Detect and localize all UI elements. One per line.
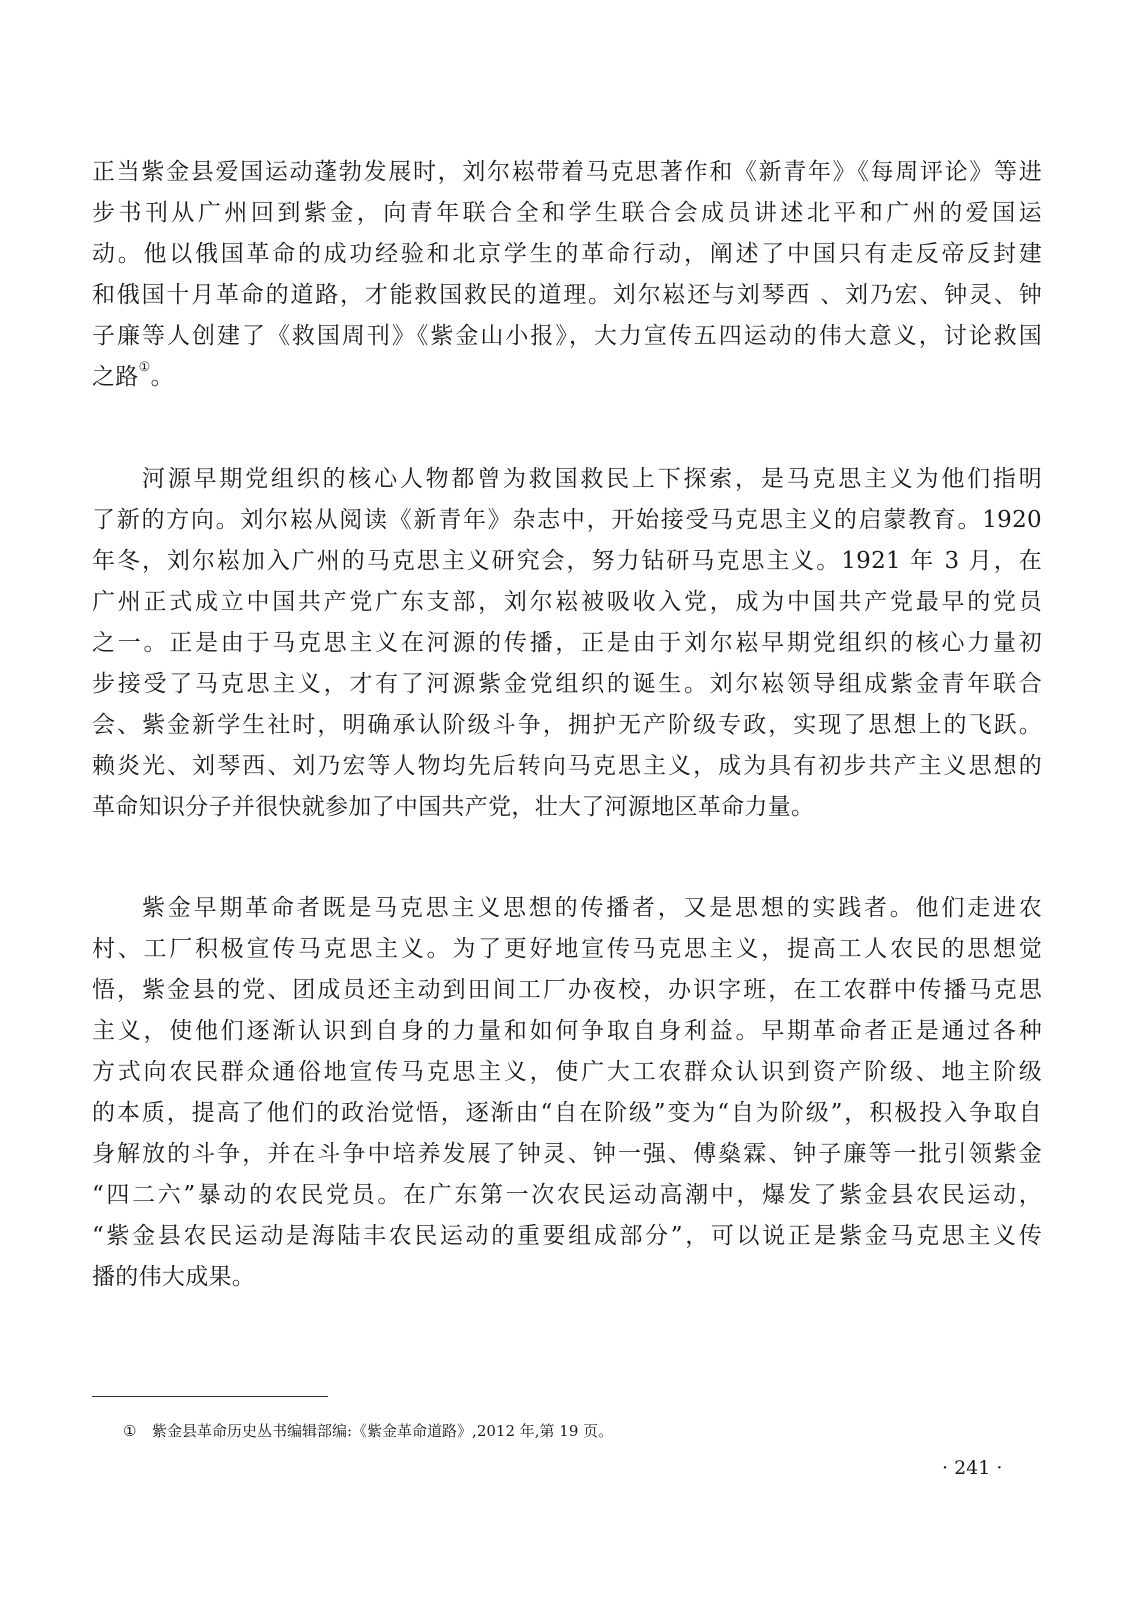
text-line: 广州正式成立中国共产党广东支部，刘尔崧被吸收入党，成为中国共产党最早的党员 xyxy=(92,589,1042,615)
text-line: 悟，紫金县的党、团成员还主动到田间工厂办夜校，办识字班，在工农群中传播马克思 xyxy=(92,977,1042,1003)
text-line: 河源早期党组织的核心人物都曾为救国救民上下探索，是马克思主义为他们指明 xyxy=(142,466,1042,492)
page-number: · 241 · xyxy=(942,1457,1003,1479)
text-line: 的本质，提高了他们的政治觉悟，逐渐由“自在阶级”变为“自为阶级”，积极投入争取自 xyxy=(92,1100,1042,1126)
footnote-reference[interactable]: ① xyxy=(138,360,151,375)
text-line: 动。他以俄国革命的成功经验和北京学生的革命行动，阐述了中国只有走反帝反封建 xyxy=(92,241,1042,267)
text-line: 身解放的斗争，并在斗争中培养发展了钟灵、钟一强、傅燊霖、钟子廉等一批引领紫金 xyxy=(92,1141,1042,1167)
text-line: 革命知识分子并很快就参加了中国共产党，壮大了河源地区革命力量。 xyxy=(92,794,815,820)
text-line: 步书刊从广州回到紫金，向青年联合全和学生联合会成员讲述北平和广州的爱国运 xyxy=(92,200,1042,226)
text-line: 和俄国十月革命的道路，才能救国救民的道理。刘尔崧还与刘琴西 、刘乃宏、钟灵、钟 xyxy=(92,282,1042,308)
text-line: 村、工厂积极宣传马克思主义。为了更好地宣传马克思主义，提高工人农民的思想觉 xyxy=(92,936,1042,962)
footnote-text: 紫金县革命历史丛书编辑部编:《紫金革命道路》,2012 年,第 19 页。 xyxy=(152,1422,614,1440)
paragraph-1 xyxy=(92,152,1042,398)
text-line: 播的伟大成果。 xyxy=(92,1264,256,1290)
footnote-marker: ① xyxy=(123,1422,137,1440)
text-line: “四二六”暴动的农民党员。在广东第一次农民运动高潮中，爆发了紫金县农民运动， xyxy=(92,1182,1042,1208)
text-line: “紫金县农民运动是海陆丰农民运动的重要组成部分”，可以说正是紫金马克思主义传 xyxy=(92,1223,1042,1249)
text-line: 了新的方向。刘尔崧从阅读《新青年》杂志中，开始接受马克思主义的启蒙教育。1920 xyxy=(92,507,1042,533)
text-line: 会、紫金新学生社时，明确承认阶级斗争，拥护无产阶级专政，实现了思想上的飞跃。 xyxy=(92,712,1042,738)
text-line: 方式向农民群众通俗地宣传马克思主义，使广大工农群众认识到资产阶级、地主阶级 xyxy=(92,1059,1042,1085)
text-fragment: 之路 xyxy=(92,364,139,390)
text-line xyxy=(92,357,1042,398)
text-line: 步接受了马克思主义，才有了河源紫金党组织的诞生。刘尔崧领导组成紫金青年联合 xyxy=(92,671,1042,697)
text-line: 年冬，刘尔崧加入广州的马克思主义研究会，努力钻研马克思主义。1921 年 3 月，在 xyxy=(92,548,1042,574)
text-line: 主义，使他们逐渐认识到自身的力量和如何争取自身利益。早期革命者正是通过各种 xyxy=(92,1018,1042,1044)
text-line: 正当紫金县爱国运动蓬勃发展时，刘尔崧带着马克思著作和《新青年》《每周评论》等进 xyxy=(92,159,1042,185)
text-line: 子廉等人创建了《救国周刊》《紫金山小报》，大力宣传五四运动的伟大意义，讨论救国 xyxy=(92,323,1042,349)
text-fragment: 。 xyxy=(150,364,174,390)
text-line: 赖炎光、刘琴西、刘乃宏等人物均先后转向马克思主义，成为具有初步共产主义思想的 xyxy=(92,753,1042,779)
paragraph-2 xyxy=(92,459,1042,828)
text-line: 之一。正是由于马克思主义在河源的传播，正是由于刘尔崧早期党组织的核心力量初 xyxy=(92,630,1042,656)
paragraph-3 xyxy=(92,888,1042,1298)
text-line: 紫金早期革命者既是马克思主义思想的传播者，又是思想的实践者。他们走进农 xyxy=(142,895,1042,921)
footnote-divider xyxy=(92,1396,328,1397)
